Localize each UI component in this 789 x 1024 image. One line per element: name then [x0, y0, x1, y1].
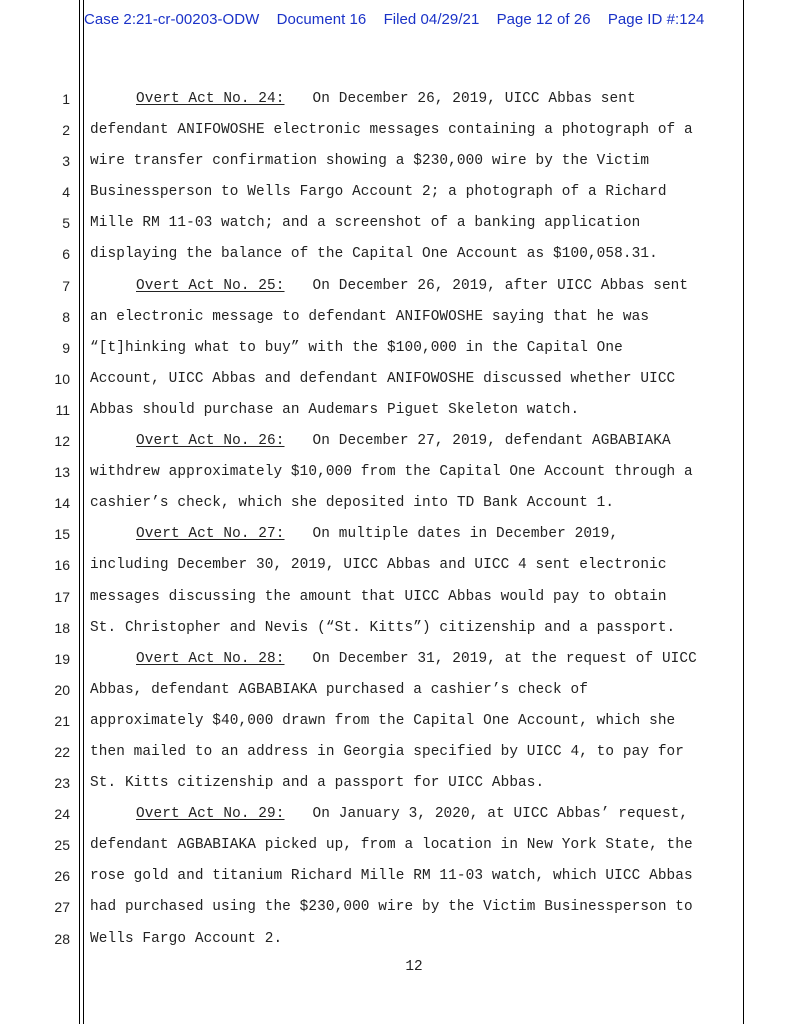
- line-text: displaying the balance of the Capital One Account as $100,058.31.: [90, 246, 658, 263]
- line-number: 24: [54, 806, 70, 823]
- line-number: 13: [54, 464, 70, 481]
- page-id: Page ID #:124: [607, 11, 705, 28]
- text-line: [90, 896, 740, 927]
- overt-act-heading: Overt Act No. 29:: [136, 806, 285, 823]
- right-margin-rule: [743, 0, 744, 1024]
- line-text: On December 26, 2019, after UICC Abbas sent: [312, 277, 689, 294]
- case-number: Case 2:21-cr-00203-ODW: [84, 11, 260, 28]
- line-text: Abbas should purchase an Audemars Piguet Skeleton watch.: [90, 401, 580, 418]
- line-number: 18: [54, 619, 70, 636]
- text-line: [90, 710, 740, 741]
- line-number: 10: [54, 370, 70, 387]
- line-text: wire transfer confirmation showing a $230,000 wire by the Victim: [90, 153, 650, 170]
- line-number: 9: [62, 339, 70, 356]
- line-text: On December 26, 2019, UICC Abbas sent: [312, 91, 636, 107]
- line-text: On December 31, 2019, at the request of UICC: [312, 650, 697, 667]
- text-line: [90, 275, 740, 306]
- line-number: 17: [54, 588, 70, 605]
- line-number: 14: [54, 495, 70, 512]
- text-line: [90, 88, 740, 119]
- line-text: “[t]hinking what to buy” with the $100,000 in the Capital One: [90, 339, 623, 356]
- text-line: [90, 928, 740, 959]
- line-number: 12: [54, 433, 70, 450]
- line-text: St. Kitts citizenship and a passport for UICC Abbas.: [90, 775, 545, 792]
- line-text: On January 3, 2020, at UICC Abbas’ request,: [312, 806, 689, 823]
- line-text: Businessperson to Wells Fargo Account 2; a photograph of a Richard: [90, 184, 667, 201]
- text-line: [90, 337, 740, 368]
- line-number: 3: [62, 153, 70, 170]
- line-number: 20: [54, 681, 70, 698]
- text-line: [90, 461, 740, 492]
- line-number: 4: [62, 184, 70, 201]
- text-line: [90, 679, 740, 710]
- text-line: [90, 834, 740, 865]
- overt-act-heading: Overt Act No. 26:: [136, 433, 285, 450]
- filing-header: [84, 11, 704, 28]
- overt-act-heading: Overt Act No. 24:: [136, 91, 285, 107]
- text-line: [90, 772, 740, 803]
- line-text: including December 30, 2019, UICC Abbas and UICC 4 sent electronic: [90, 557, 667, 574]
- line-text: cashier’s check, which she deposited into TD Bank Account 1.: [90, 495, 615, 512]
- line-number-column: [36, 88, 70, 959]
- page-number: 12: [405, 959, 423, 975]
- text-line: [90, 554, 740, 585]
- text-line: [90, 803, 740, 834]
- text-line: [90, 368, 740, 399]
- line-text: an electronic message to defendant ANIFOWOSHE saying that he was: [90, 308, 650, 325]
- text-line: [90, 586, 740, 617]
- text-line: [90, 648, 740, 679]
- text-line: [90, 617, 740, 648]
- line-text: then mailed to an address in Georgia specified by UICC 4, to pay for: [90, 743, 685, 760]
- document-body: [90, 88, 740, 959]
- text-line: [90, 306, 740, 337]
- line-number: 5: [62, 215, 70, 232]
- line-text: On December 27, 2019, defendant AGBABIAKA: [312, 433, 671, 450]
- page-count: Page 12 of 26: [496, 11, 591, 28]
- text-line: [90, 492, 740, 523]
- line-text: withdrew approximately $10,000 from the Capital One Account through a: [90, 464, 693, 481]
- line-number: 26: [54, 868, 70, 885]
- line-text: Account, UICC Abbas and defendant ANIFOWOSHE discussed whether UICC: [90, 370, 676, 387]
- line-number: 19: [54, 650, 70, 667]
- line-number: 28: [54, 930, 70, 947]
- text-line: [90, 243, 740, 274]
- line-text: St. Christopher and Nevis (“St. Kitts”) citizenship and a passport.: [90, 619, 676, 636]
- line-text: rose gold and titanium Richard Mille RM 11-03 watch, which UICC Abbas: [90, 868, 693, 885]
- text-line: [90, 523, 740, 554]
- line-number: 25: [54, 837, 70, 854]
- document-number: Document 16: [276, 11, 367, 28]
- text-line: [90, 212, 740, 243]
- line-text: defendant AGBABIAKA picked up, from a location in New York State, the: [90, 837, 693, 854]
- line-text: defendant ANIFOWOSHE electronic messages containing a photograph of a: [90, 122, 693, 139]
- line-number: 22: [54, 743, 70, 760]
- line-number: 15: [54, 526, 70, 543]
- line-text: On multiple dates in December 2019,: [312, 526, 619, 543]
- line-text: Abbas, defendant AGBABIAKA purchased a cashier’s check of: [90, 681, 588, 698]
- text-line: [90, 399, 740, 430]
- line-number: 27: [54, 899, 70, 916]
- line-number: 23: [54, 775, 70, 792]
- line-number: 7: [62, 277, 70, 294]
- line-text: Wells Fargo Account 2.: [90, 930, 283, 947]
- text-line: [90, 181, 740, 212]
- line-text: Mille RM 11-03 watch; and a screenshot of a banking application: [90, 215, 641, 232]
- left-margin-rule-inner: [83, 0, 84, 1024]
- overt-act-heading: Overt Act No. 27:: [136, 526, 285, 543]
- line-text: had purchased using the $230,000 wire by the Victim Businessperson to: [90, 899, 693, 916]
- text-line: [90, 865, 740, 896]
- text-line: [90, 150, 740, 181]
- line-number: 11: [55, 401, 70, 418]
- line-number: 16: [54, 557, 70, 574]
- line-number: 8: [62, 308, 70, 325]
- left-margin-rule: [79, 0, 80, 1024]
- line-text: approximately $40,000 drawn from the Capital One Account, which she: [90, 712, 676, 729]
- line-number: 2: [62, 122, 70, 139]
- line-number: 1: [62, 91, 70, 107]
- text-line: [90, 741, 740, 772]
- line-text: messages discussing the amount that UICC Abbas would pay to obtain: [90, 588, 667, 605]
- line-number: 6: [62, 246, 70, 263]
- filed-date: Filed 04/29/21: [383, 11, 480, 28]
- text-line: [90, 430, 740, 461]
- line-number: 21: [54, 712, 70, 729]
- overt-act-heading: Overt Act No. 25:: [136, 277, 285, 294]
- overt-act-heading: Overt Act No. 28:: [136, 650, 285, 667]
- text-line: [90, 119, 740, 150]
